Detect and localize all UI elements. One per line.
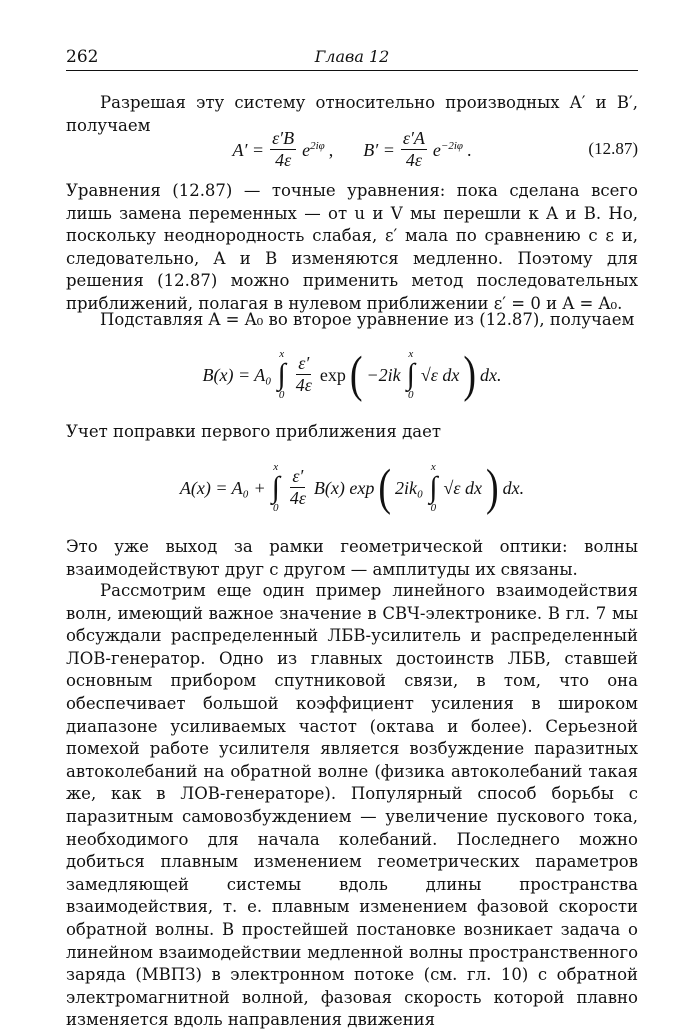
eq2-exp: exp	[319, 364, 346, 385]
eq1-exp-a-base: e	[302, 139, 311, 160]
eq1-exp-a-pow: 2iφ	[310, 139, 325, 152]
eq2-inner-lower-limit: 0	[408, 389, 414, 401]
eq3-den: 4ε	[289, 488, 306, 509]
intro-paragraph: Разрешая эту систему относительно производных A′ и B′, получаем	[66, 93, 638, 135]
eq2-lparen: (	[349, 346, 363, 404]
eq1-frac-b	[401, 129, 427, 170]
equation-number: (12.87)	[588, 139, 638, 158]
eq2-sqrt: √ε dx	[420, 364, 460, 385]
eq3-lhs: A(x) = A₀ +	[179, 477, 266, 498]
paragraph-twt-example: Рассмотрим еще один пример линейного взаимодействия волн, имеющий важное значение в СВЧ-электронике. В гл. 7 мы обсуждали распределенный ЛБВ-усилитель и распределенный ЛОВ-генератор. Одно из главных достоинств ЛБВ, ставшей основным прибором спутниковой связи, в том, что она обеспечивает большой коэффициент усиления в широком диапазоне усиливаемых частот (октава и более). Серьезной помехой работе усилителя является возбуждение паразитных автоколебаний на обратной волне (физика автоколебаний такая же, как в ЛОВ-генераторе). Популярный способ борьбы с паразитным самовозбуждением — увеличение пускового тока, необходимого для начала колебаний. Последнего можно добиться плавным изменением геометрических параметров замедляющей системы вдоль длины пространства взаимодействия, т. е. плавным изменением фазовой скорости обратной волны. В простейшей постановке возникает задача о линейном взаимодействии медленной волны пространственного заряда (МВПЗ) в электронном потоке (см. гл. 10) с обратной электромагнитной волной, фазовая скорость которой плавно изменяется вдоль направления движения	[66, 581, 638, 1030]
eq1-exp-b-pow: −2iφ	[440, 139, 463, 152]
eq3-sqrt: √ε dx	[443, 477, 482, 498]
eq1-exp-a	[302, 140, 325, 161]
eq1-sep: ,	[328, 139, 334, 160]
eq2-upper-limit: x	[279, 348, 285, 360]
eq2-num: ε′	[298, 353, 310, 374]
page-header	[66, 47, 638, 71]
eq3-upper-limit: x	[273, 461, 279, 473]
eq2-frac	[294, 354, 314, 395]
paragraph-first-correction: Учет поправки первого приближения дает	[66, 422, 441, 441]
eq2-integral-sign: ∫	[277, 358, 286, 391]
eq3-lparen: (	[378, 459, 392, 517]
equation-a-of-x	[66, 452, 638, 524]
eq2-inner-integral-sign: ∫	[406, 358, 415, 391]
eq3-inner-lower-limit: 0	[430, 502, 437, 514]
eq1-num-a: ε′B	[272, 128, 295, 149]
eq3-inner-upper-limit: x	[430, 461, 436, 473]
eq3-rparen: )	[485, 459, 499, 517]
eq1-den-b: 4ε	[405, 150, 422, 171]
eq3-lower-limit: 0	[272, 502, 279, 514]
equation-12-87	[66, 126, 638, 174]
eq2-rparen: )	[463, 346, 476, 404]
eq3-integral-sign: ∫	[271, 471, 280, 504]
page-number: 262	[66, 47, 99, 67]
equation-b-of-x	[66, 340, 638, 410]
eq2-den: 4ε	[295, 375, 312, 396]
eq3-tail: dx.	[502, 477, 525, 498]
paragraph-exact-equations: Уравнения (12.87) — точные уравнения: пока сделана всего лишь замена переменных — от u и V мы перешли к A и B. Но, поскольку неоднородность слабая, ε′ мала по сравнению с ε и, следовательно, A и B изменяются медленно. Поэтому для решения (12.87) можно применить метод последовательных приближений, полагая в нулевом приближении ε′ = 0 и A = A₀.	[66, 181, 638, 313]
eq3-inner: 2ik₀	[395, 477, 424, 498]
eq2-tail: dx.	[480, 364, 502, 385]
eq3-mid: B(x) exp	[313, 477, 375, 498]
eq1-lhs-b: B′ =	[363, 139, 395, 160]
eq3-inner-integral	[429, 462, 437, 514]
paragraph-beyond-geometric-optics: Это уже выход за рамки геометрической оптики: волны взаимодействуют друг с другом — амплитуды их связаны.	[66, 537, 638, 579]
eq3-integral	[272, 462, 280, 514]
eq1-den-a: 4ε	[275, 150, 292, 171]
eq2-integral	[278, 349, 286, 401]
eq1-exp-b	[433, 140, 463, 161]
eq3-frac	[288, 467, 308, 508]
eq1-end: .	[466, 139, 472, 160]
eq2-inner-integral	[407, 349, 415, 401]
eq2-inner: −2ik	[366, 364, 401, 385]
eq2-inner-upper-limit: x	[408, 348, 414, 360]
eq1-num-b: ε′A	[402, 128, 425, 149]
eq1-lhs-a: A′ =	[232, 139, 265, 160]
eq2-lower-limit: 0	[278, 389, 285, 401]
paragraph-substituting: Подставляя A = A₀ во второе уравнение из (12.87), получаем	[100, 310, 635, 329]
running-head: Глава 12	[314, 47, 390, 66]
eq3-inner-integral-sign: ∫	[429, 471, 438, 504]
eq2-lhs: B(x) = A₀	[202, 364, 272, 385]
eq1-frac-a	[270, 129, 296, 170]
eq1-exp-b-base: e	[432, 139, 441, 160]
header-rule	[66, 70, 638, 71]
eq3-num: ε′	[292, 466, 304, 487]
